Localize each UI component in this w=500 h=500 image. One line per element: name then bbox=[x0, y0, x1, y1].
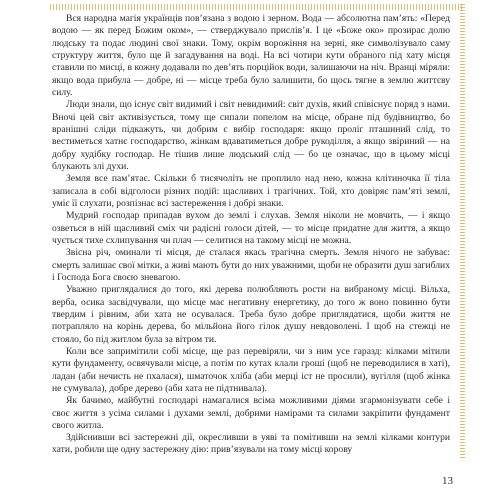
paragraph: Вся народна магія українців пов’язана з водою і зерном. Вода — абсолютна пам’ять: «Перед водою — як перед Божим оком», — стверджувало прислів’я. І це «Боже око» прозирає долю людську та подає людині свої знаки. Тому, окрім ворожіння на зерні, яке символізувало саму структуру життя, було ще й загадування на воді. На всі чотири кути обраного під хату місця ставили по мисці, в кожну додавали по дев’ять порційок води, залишаючи на ніч. Вранці міряли: якщо вода прибула — добре, ні — місце треба було залишити, бо щось тягне в землю життєву силу. bbox=[52, 13, 450, 98]
page-number: 13 bbox=[442, 475, 453, 487]
paragraph: Мудрий господар припадав вухом до землі і слухав. Земля ніколи не мовчить, — і якщо озветься в ній щасливий сміх чи радісні голоси дітей, — то місце придатне для життя, а якщо чується тихе схлипування чи плач — селитися на такому місці не можна. bbox=[52, 210, 450, 246]
paragraph: Як бачимо, майбутні господарі намагалися всіма можливими діями згармонізувати себе і своє життя з усіма силами і духами землі, добрими намірами та силами закріпити фундамент свого житла. bbox=[52, 395, 450, 431]
decorative-side-border bbox=[460, 4, 465, 460]
paragraph: Уважно приглядалися до того, які дерева полюбляють рости на вибраному місці. Вільха, верба, осика засвідчували, що місце має негативну енергетику, до того ж воно повинно бути твердим і рівним, аби хата не осувалася. Треба було добре приглядатися, щоби життя не потрапляло на корінь дерева, бо мільйона його гілок душу невдоволені. І щоб на стежці не стояло, бо під житлом була за вітром ти. bbox=[52, 284, 450, 345]
paragraph: Звісна річ, оминали ті місця, де сталася якась трагічна смерть. Земля нічого не забуває: смерть залишає свої мітки, а живі мають бути до них уважними, щоби не образити душ загиблих і Господа Бога своєю зневагою. bbox=[52, 247, 450, 283]
page-text bbox=[52, 13, 450, 457]
paragraph: Люди знали, що існує світ видимий і світ невидимий: світ духів, який співіснує поряд з нами. Вночі цей світ активізується, тому ще сипали попелом на місце, обране під будівництво, бо вранішні сліди підкажуть, чи добрим є вибір господаря: якщо проліг пташиний слід, то вестиметься хатнє господарство, жінкам вдаватиметься добре рукоділля, а якщо звіриний — на добру худібку господар. Не тішив лише людський слід — бо це означає, що в цьому місці блукають злі духи. bbox=[52, 99, 450, 172]
decorative-top-border bbox=[50, 4, 464, 10]
paragraph: Здійснивши всі застережні дії, окресливши в уяві та помітивши на землі кілками контури хати, робили ще одну застережну дію: прив’язували на тому місці корову bbox=[52, 432, 450, 456]
paragraph: Земля все пам’ятає. Скільки б тисячоліть не проплило над нею, кожна клітиночка її тіла записала в собі відголоси різних подій: щасливих і трагічних. Той, хто довіряє пам’яті землі, уміє її слухати, розпізнає всі застереження і добрі знаки. bbox=[52, 173, 450, 209]
paragraph: Коли все запримітили собі місце, ще раз перевіряли, чи з ним усе гаразд: кілками мітили кути фундаменту, освячували місце, а потім по кутах клали гроші (щоб не переводилися в хаті), ладан (аби нечисть не пхалася), шматочок хліба (аби мерці іст не просили), вугілля (щоб жінка не сумувала), добре дерево (аби хата не підтнивала). bbox=[52, 345, 450, 394]
